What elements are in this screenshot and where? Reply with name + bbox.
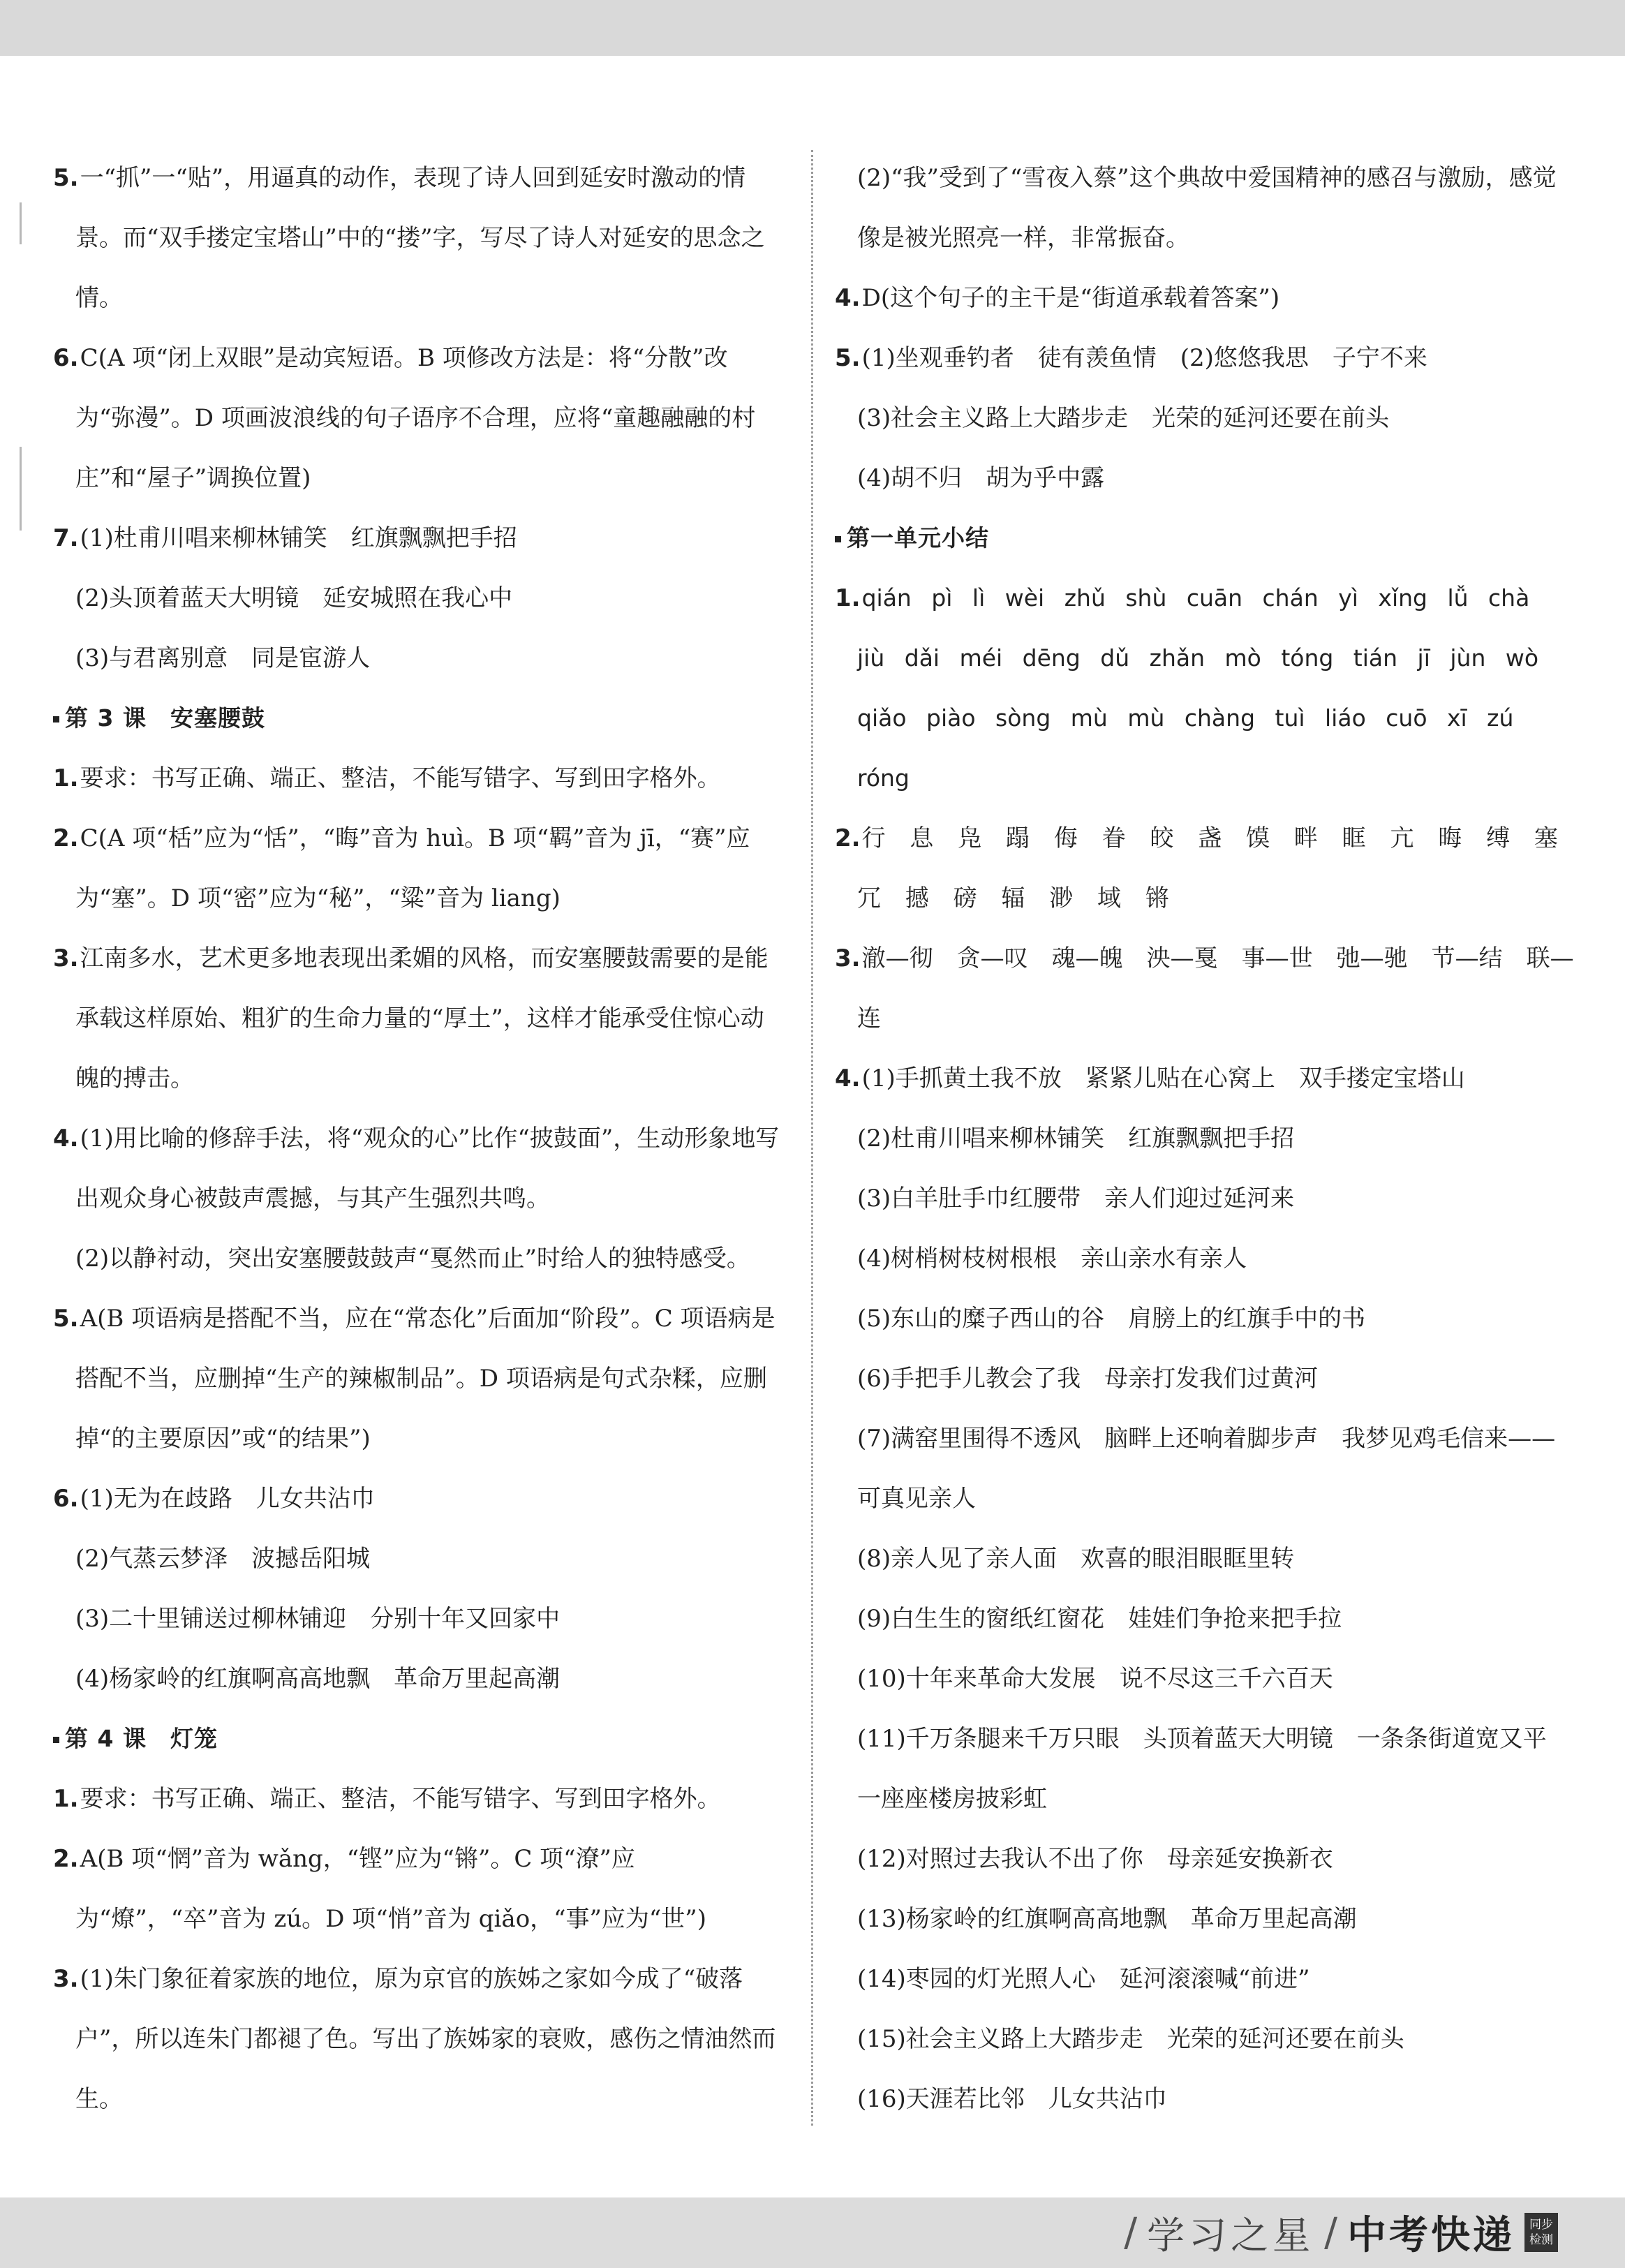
item-text: 要求：书写正确、端正、整洁，不能写错字、写到田字格外。 xyxy=(80,764,721,792)
badge-bottom-text: 检测 xyxy=(1529,2233,1553,2247)
heading-bullet-icon xyxy=(53,1737,59,1743)
item-text: (1)手抓黄土我不放 紧紧儿贴在心窝上 双手搂定宝塔山 xyxy=(861,1065,1465,1092)
item-number: 3. xyxy=(53,944,79,972)
item-number: 4. xyxy=(835,284,861,312)
item-number: 5. xyxy=(835,344,861,372)
answer-item xyxy=(835,808,1575,928)
answer-subitem: (2)“我”受到了“雪夜入蔡”这个典故中爱国精神的感召与激励，感觉像是被光照亮一样，非常振奋。 xyxy=(857,164,1557,252)
left-column xyxy=(53,148,786,2129)
right-column xyxy=(835,148,1575,2129)
heading-bullet-icon xyxy=(835,536,841,542)
answer-subitem: (6)手把手儿教会了我 母亲打发我们过黄河 xyxy=(857,1365,1319,1393)
answer-item xyxy=(835,328,1575,388)
item-text: D(这个句子的主干是“街道承载着答案”) xyxy=(861,284,1280,312)
answer-subitem: (10)十年来革命大发展 说不尽这三千六百天 xyxy=(857,1665,1333,1693)
item-text: (1)坐观垂钓者 徒有羡鱼情 (2)悠悠我思 子宁不来 xyxy=(861,344,1427,372)
item-number: 2. xyxy=(53,1845,79,1873)
answer-subitem: (12)对照过去我认不出了你 母亲延安换新衣 xyxy=(857,1845,1333,1873)
answer-item xyxy=(53,1769,786,1829)
item-number: 1. xyxy=(53,764,79,792)
badge-top-text: 同步 xyxy=(1529,2218,1553,2232)
scan-mark xyxy=(20,447,22,531)
answer-item xyxy=(53,1949,786,2129)
item-number: 7. xyxy=(53,524,79,552)
item-number: 5. xyxy=(53,1305,79,1333)
section-heading xyxy=(53,688,786,748)
footer-brand-name: 学习之星 xyxy=(1147,2213,1315,2258)
answer-item xyxy=(835,568,1575,808)
heading-text: 第 4 课 灯笼 xyxy=(65,1725,218,1752)
item-text: A(B 项“惘”音为 wǎng，“铿”应为“锵”。C 项“潦”应为“燎”，“卒”音为 zú。D 项“悄”音为 qiǎo，“事”应为“世”) xyxy=(75,1845,706,1933)
answer-subitem: (14)枣园的灯光照人心 延河滚滚喊“前进” xyxy=(857,1965,1310,1993)
answer-subitem: (3)二十里铺送过柳林铺迎 分别十年又回家中 xyxy=(75,1605,561,1633)
item-number: 1. xyxy=(53,1785,79,1813)
item-number: 4. xyxy=(53,1125,79,1152)
item-text: (1)无为在歧路 儿女共沾巾 xyxy=(80,1485,375,1513)
answer-subitem: (13)杨家岭的红旗啊高高地飘 革命万里起高潮 xyxy=(857,1905,1357,1933)
footer-series-name: 中考快递 xyxy=(1347,2213,1515,2258)
footer-slash: / xyxy=(1124,2209,1138,2255)
item-text: (1)杜甫川唱来柳林铺笑 红旗飘飘把手招 xyxy=(80,524,517,552)
answer-subitem: (2)气蒸云梦泽 波撼岳阳城 xyxy=(75,1545,371,1573)
footer-brand xyxy=(1124,2201,1558,2264)
item-text: (1)朱门象征着家族的地位，原为京官的族姊之家如今成了“破落户”，所以连朱门都褪了色。写出了族姊家的衰败，感伤之情油然而生。 xyxy=(75,1965,776,2113)
section-heading xyxy=(835,508,1575,568)
answer-subitem: (5)东山的糜子西山的谷 肩膀上的红旗手中的书 xyxy=(857,1305,1366,1333)
answer-subitem: (2)以静衬动，突出安塞腰鼓鼓声“戛然而止”时给人的独特感受。 xyxy=(75,1245,750,1273)
answer-subitem: (2)杜甫川唱来柳林铺笑 红旗飘飘把手招 xyxy=(857,1125,1295,1152)
answer-item xyxy=(53,808,786,928)
character-list: 行 息 凫 蹋 侮 眷 皎 盏 馍 畔 眶 亢 晦 缚 塞 冗 撼 磅 辐 渺 域 锵 xyxy=(857,824,1558,912)
footer-slash: / xyxy=(1324,2209,1337,2255)
scan-mark xyxy=(20,202,22,244)
answer-subitem: (3)与君离别意 同是宦游人 xyxy=(75,644,371,672)
answer-subitem: (7)满窑里围得不透风 脑畔上还响着脚步声 我梦见鸡毛信来——可真见亲人 xyxy=(857,1425,1556,1513)
answer-item xyxy=(53,508,786,568)
answer-item xyxy=(835,928,1575,1048)
item-number: 6. xyxy=(53,1485,79,1513)
answer-subitem: (16)天涯若比邻 儿女共沾巾 xyxy=(857,2085,1167,2113)
answer-subitem: (4)杨家岭的红旗啊高高地飘 革命万里起高潮 xyxy=(75,1665,561,1693)
answer-item xyxy=(53,1829,786,1949)
item-number: 5. xyxy=(53,164,79,192)
item-number: 6. xyxy=(53,344,79,372)
top-scan-band xyxy=(0,0,1625,56)
item-text: 一“抓”一“贴”，用逼真的动作，表现了诗人回到延安时激动的情景。而“双手搂定宝塔山”中的“搂”字，写尽了诗人对延安的思念之情。 xyxy=(75,164,765,312)
answer-subitem: (15)社会主义路上大踏步走 光荣的延河还要在前头 xyxy=(857,2025,1404,2053)
item-text: C(A 项“栝”应为“恬”，“晦”音为 huì。B 项“羁”音为 jī，“赛”应为“塞”。D 项“密”应为“秘”，“粱”音为 liang) xyxy=(75,824,750,912)
answer-item xyxy=(53,328,786,508)
item-number: 2. xyxy=(53,824,79,852)
answer-subitem: (2)头顶着蓝天大明镜 延安城照在我心中 xyxy=(75,584,513,612)
answer-item xyxy=(53,928,786,1109)
item-text: A(B 项语病是搭配不当，应在“常态化”后面加“阶段”。C 项语病是搭配不当，应删掉“生产的辣椒制品”。D 项语病是句式杂糅，应删掉“的主要原因”或“的结果”) xyxy=(75,1305,776,1453)
pinyin-text: qián pì lì wèi zhǔ shù cuān chán yì xǐng lǚ chà jiù dǎi méi dēng dǔ zhǎn mò tóng tián jī jùn wò qiǎo piào sòng mù mù chàng tuì liáo cuō xī zú róng xyxy=(857,584,1539,792)
item-text: C(A 项“闭上双眼”是动宾短语。B 项修改方法是：将“分散”改为“弥漫”。D 项画波浪线的句子语序不合理，应将“童趣融融的村庄”和“屋子”调换位置) xyxy=(75,344,756,492)
item-number: 2. xyxy=(835,824,861,852)
item-number: 1. xyxy=(835,584,861,612)
section-heading xyxy=(53,1709,786,1769)
heading-text: 第 3 课 安塞腰鼓 xyxy=(65,704,265,732)
item-text: (1)用比喻的修辞手法，将“观众的心”比作“披鼓面”，生动形象地写出观众身心被鼓声震撼，与其产生强烈共鸣。 xyxy=(75,1125,780,1213)
answer-subitem: (3)社会主义路上大踏步走 光荣的延河还要在前头 xyxy=(857,404,1390,432)
heading-bullet-icon xyxy=(53,716,59,722)
answer-subitem: (8)亲人见了亲人面 欢喜的眼泪眼眶里转 xyxy=(857,1545,1295,1573)
column-divider xyxy=(811,150,813,2126)
answer-item xyxy=(835,1048,1575,1109)
heading-text: 第一单元小结 xyxy=(847,524,989,551)
answer-item xyxy=(53,748,786,808)
item-number: 4. xyxy=(835,1065,861,1092)
answer-subitem: (4)胡不归 胡为乎中露 xyxy=(857,464,1105,492)
answer-item xyxy=(53,1469,786,1529)
answer-item xyxy=(53,1289,786,1469)
answer-subitem: (3)白羊肚手巾红腰带 亲人们迎过延河来 xyxy=(857,1185,1295,1213)
answer-item xyxy=(53,1109,786,1229)
character-list: 澈—彻 贪—叹 魂—魄 泱—戛 事—世 弛—驰 节—结 联—连 xyxy=(857,944,1574,1032)
answer-subitem: (4)树梢树枝树根根 亲山亲水有亲人 xyxy=(857,1245,1247,1273)
answer-subitem: (9)白生生的窗纸红窗花 娃娃们争抢来把手拉 xyxy=(857,1605,1342,1633)
answer-item xyxy=(53,148,786,328)
item-text: 江南多水，艺术更多地表现出柔媚的风格，而安塞腰鼓需要的是能承载这样原始、粗犷的生命力量的“厚土”，这样才能承受住惊心动魄的搏击。 xyxy=(75,944,769,1092)
item-number: 3. xyxy=(53,1965,79,1993)
item-text: 要求：书写正确、端正、整洁，不能写错字、写到田字格外。 xyxy=(80,1785,721,1813)
answer-subitem: (11)千万条腿来千万只眼 头顶着蓝天大明镜 一条条街道宽又平 一座座楼房披彩虹 xyxy=(857,1725,1571,1813)
footer-badge xyxy=(1524,2213,1558,2252)
item-number: 3. xyxy=(835,944,861,972)
answer-item xyxy=(835,268,1575,328)
